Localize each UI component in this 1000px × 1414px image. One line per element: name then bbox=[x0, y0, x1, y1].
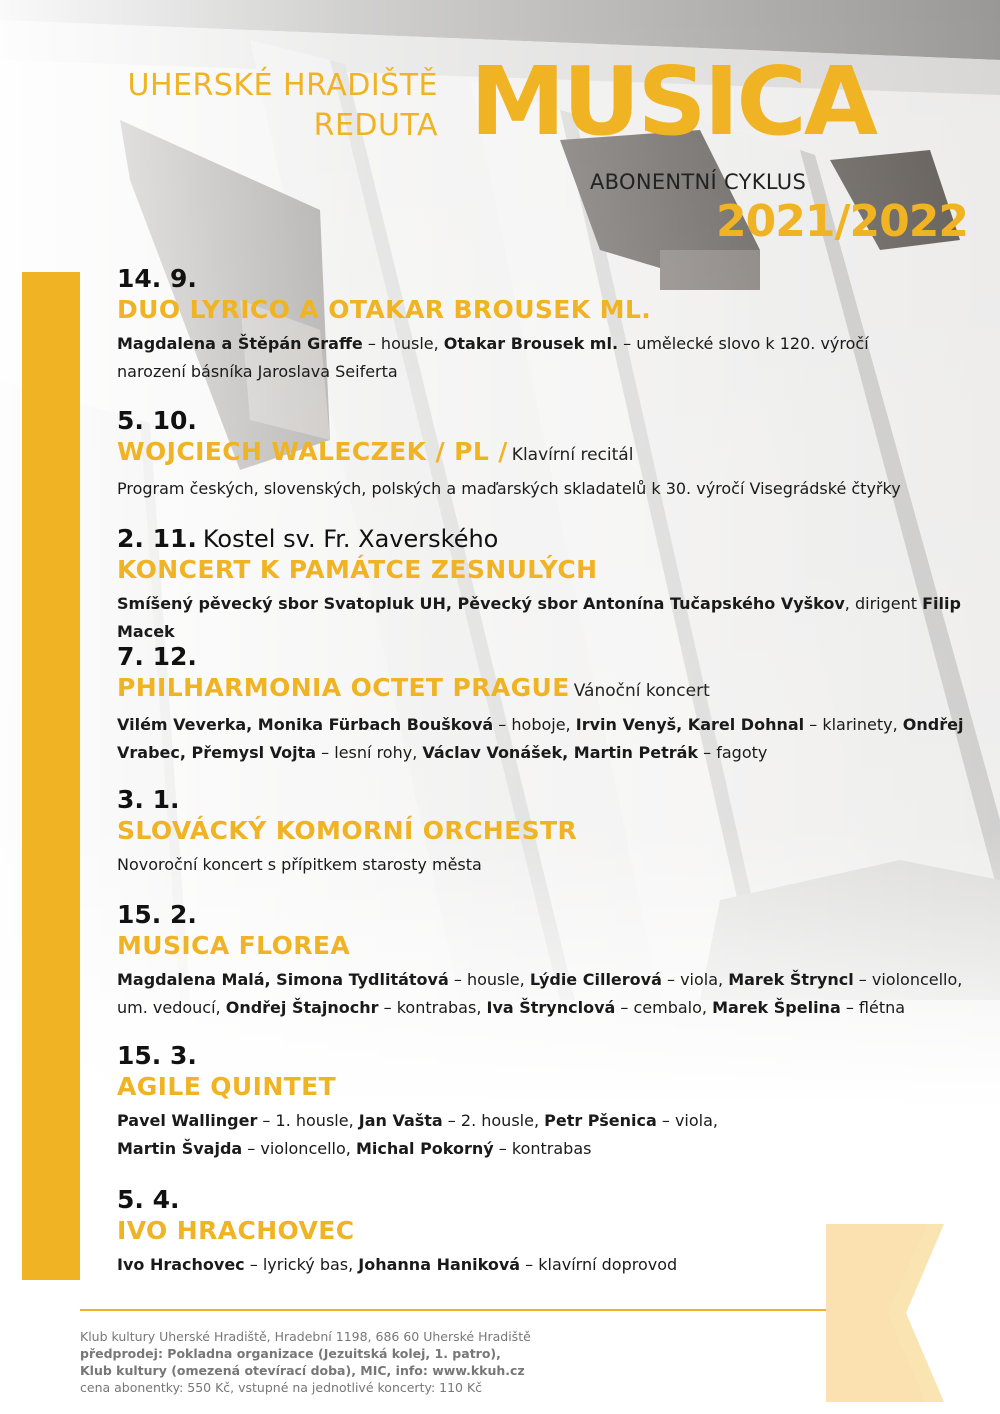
performer-name: Martin Švajda bbox=[117, 1139, 243, 1158]
performer-name: Irvin Venyš, Karel Dohnal bbox=[575, 715, 805, 734]
event-description bbox=[117, 330, 987, 386]
city-header bbox=[127, 66, 438, 146]
description-line bbox=[117, 358, 987, 386]
event-description bbox=[117, 711, 987, 767]
event-subtitle: Klavírní recitál bbox=[511, 445, 634, 465]
description-line bbox=[117, 590, 987, 646]
event-description bbox=[117, 590, 987, 646]
cycle-label: ABONENTNÍ CYKLUS bbox=[590, 170, 807, 194]
performer-name: Vilém Veverka, Monika Fürbach Boušková bbox=[117, 715, 494, 734]
performer-name: Lýdie Cillerová bbox=[529, 970, 662, 989]
event-description bbox=[117, 851, 987, 879]
event-description bbox=[117, 966, 987, 1022]
performer-name: Marek Špelina bbox=[712, 998, 841, 1017]
description-line bbox=[117, 851, 987, 879]
event-3 bbox=[117, 524, 987, 646]
event-title-line bbox=[117, 672, 987, 707]
event-date: 15. 3. bbox=[117, 1041, 197, 1070]
event-title: DUO LYRICO A OTAKAR BROUSEK ML. bbox=[117, 295, 652, 324]
description-text: , dirigent bbox=[844, 594, 923, 613]
description-line bbox=[117, 739, 987, 767]
performer-name: Smíšený pěvecký sbor Svatopluk UH, Pěvecký sbor Antonína Tučapského Vyškov bbox=[117, 594, 845, 613]
description-text: Novoroční koncert s přípitkem starosty města bbox=[117, 855, 482, 874]
performer-name: Petr Pšenica bbox=[544, 1111, 657, 1130]
performer-name: Iva Štrynclová bbox=[486, 998, 616, 1017]
footer-info bbox=[80, 1328, 531, 1396]
description-line bbox=[117, 1135, 987, 1163]
event-date: 5. 4. bbox=[117, 1185, 180, 1214]
footer-presale-places: Klub kultury (omezená otevírací doba), MIC, info: www.kkuh.cz bbox=[80, 1363, 525, 1378]
description-line bbox=[117, 475, 987, 503]
event-4 bbox=[117, 642, 987, 767]
event-title: IVO HRACHOVEC bbox=[117, 1216, 355, 1245]
performer-name: Ivo Hrachovec bbox=[117, 1255, 245, 1274]
event-venue: Kostel sv. Fr. Xaverského bbox=[202, 525, 499, 553]
performer-name: Václav Vonášek, Martin Petrák bbox=[422, 743, 699, 762]
event-date-line bbox=[117, 524, 987, 554]
description-text: – violoncello, bbox=[853, 970, 963, 989]
performer-name: Otakar Brousek ml. bbox=[443, 334, 619, 353]
description-text: – lyrický bas, bbox=[244, 1255, 359, 1274]
description-text: – umělecké slovo k 120. výročí bbox=[618, 334, 869, 353]
performer-name: Magdalena a Štěpán Graffe bbox=[117, 334, 363, 353]
description-text: narození básníka Jaroslava Seiferta bbox=[117, 362, 398, 381]
performer-name: Ondřej bbox=[902, 715, 964, 734]
event-2 bbox=[117, 406, 987, 503]
description-text: – kontrabas bbox=[493, 1139, 592, 1158]
description-text: Program českých, slovenských, polských a maďarských skladatelů k 30. výročí Visegrádské čtyřky bbox=[117, 479, 901, 498]
event-date: 2. 11. bbox=[117, 524, 197, 553]
description-text: – viola, bbox=[661, 970, 729, 989]
event-description bbox=[117, 1107, 987, 1163]
description-text: – housle, bbox=[448, 970, 530, 989]
footer-address: Klub kultury Uherské Hradiště, Hradební 1198, 686 60 Uherské Hradiště bbox=[80, 1329, 531, 1344]
performer-name: Magdalena Malá, Simona Tydlitátová bbox=[117, 970, 449, 989]
description-text: – violoncello, bbox=[242, 1139, 356, 1158]
performer-name: Ondřej Štajnochr bbox=[225, 998, 379, 1017]
performer-name: Marek Štryncl bbox=[728, 970, 854, 989]
description-text: – 1. housle, bbox=[257, 1111, 359, 1130]
description-text: – klarinety, bbox=[804, 715, 903, 734]
event-date: 14. 9. bbox=[117, 264, 197, 293]
performer-name: Vrabec, Přemysl Vojta bbox=[117, 743, 317, 762]
description-text: um. vedoucí, bbox=[117, 998, 226, 1017]
description-line bbox=[117, 966, 987, 994]
footer-prices: cena abonentky: 550 Kč, vstupné na jednotlivé koncerty: 110 Kč bbox=[80, 1380, 483, 1395]
venue-name: REDUTA bbox=[313, 108, 438, 143]
event-7 bbox=[117, 1041, 987, 1163]
event-date: 5. 10. bbox=[117, 406, 197, 435]
season-label: 2021/2022 bbox=[716, 196, 968, 247]
description-text: – lesní rohy, bbox=[316, 743, 423, 762]
description-text: – hoboje, bbox=[493, 715, 576, 734]
event-title: WOJCIECH WALECZEK / PL / bbox=[117, 437, 508, 466]
description-text: – housle, bbox=[362, 334, 444, 353]
event-description bbox=[117, 475, 987, 503]
event-date: 7. 12. bbox=[117, 642, 197, 671]
performer-name: Johanna Haniková bbox=[358, 1255, 521, 1274]
description-text: – fagoty bbox=[698, 743, 768, 762]
description-text: – cembalo, bbox=[615, 998, 713, 1017]
description-text: – klavírní doprovod bbox=[520, 1255, 678, 1274]
event-title: SLOVÁCKÝ KOMORNÍ ORCHESTR bbox=[117, 816, 578, 845]
festival-title: MUSICA bbox=[470, 47, 876, 157]
event-title: AGILE QUINTET bbox=[117, 1072, 337, 1101]
description-line bbox=[117, 330, 987, 358]
performer-name: Filip Macek bbox=[117, 594, 961, 641]
description-text: – kontrabas, bbox=[378, 998, 487, 1017]
accent-sidebar bbox=[22, 272, 80, 1280]
event-title-line bbox=[117, 436, 987, 471]
description-line bbox=[117, 994, 987, 1022]
description-text: – 2. housle, bbox=[442, 1111, 545, 1130]
event-6 bbox=[117, 900, 987, 1022]
description-text: – flétna bbox=[840, 998, 906, 1017]
event-date: 15. 2. bbox=[117, 900, 197, 929]
event-1 bbox=[117, 264, 987, 386]
event-date: 3. 1. bbox=[117, 785, 180, 814]
event-title: MUSICA FLOREA bbox=[117, 931, 351, 960]
description-text: – viola, bbox=[656, 1111, 718, 1130]
city-name: UHERSKÉ HRADIŠTĚ bbox=[127, 68, 438, 103]
event-title: PHILHARMONIA OCTET PRAGUE bbox=[117, 673, 570, 702]
performer-name: Jan Vašta bbox=[358, 1111, 443, 1130]
event-subtitle: Vánoční koncert bbox=[573, 681, 710, 701]
performer-name: Pavel Wallinger bbox=[117, 1111, 258, 1130]
description-line bbox=[117, 1107, 987, 1135]
description-line bbox=[117, 711, 987, 739]
kk-chevron-logo-icon bbox=[826, 1224, 970, 1402]
performer-name: Michal Pokorný bbox=[355, 1139, 494, 1158]
footer-presale: předprodej: Pokladna organizace (Jezuitská kolej, 1. patro), bbox=[80, 1346, 501, 1361]
event-title: KONCERT K PAMÁTCE ZESNULÝCH bbox=[117, 555, 598, 584]
event-5 bbox=[117, 785, 987, 879]
